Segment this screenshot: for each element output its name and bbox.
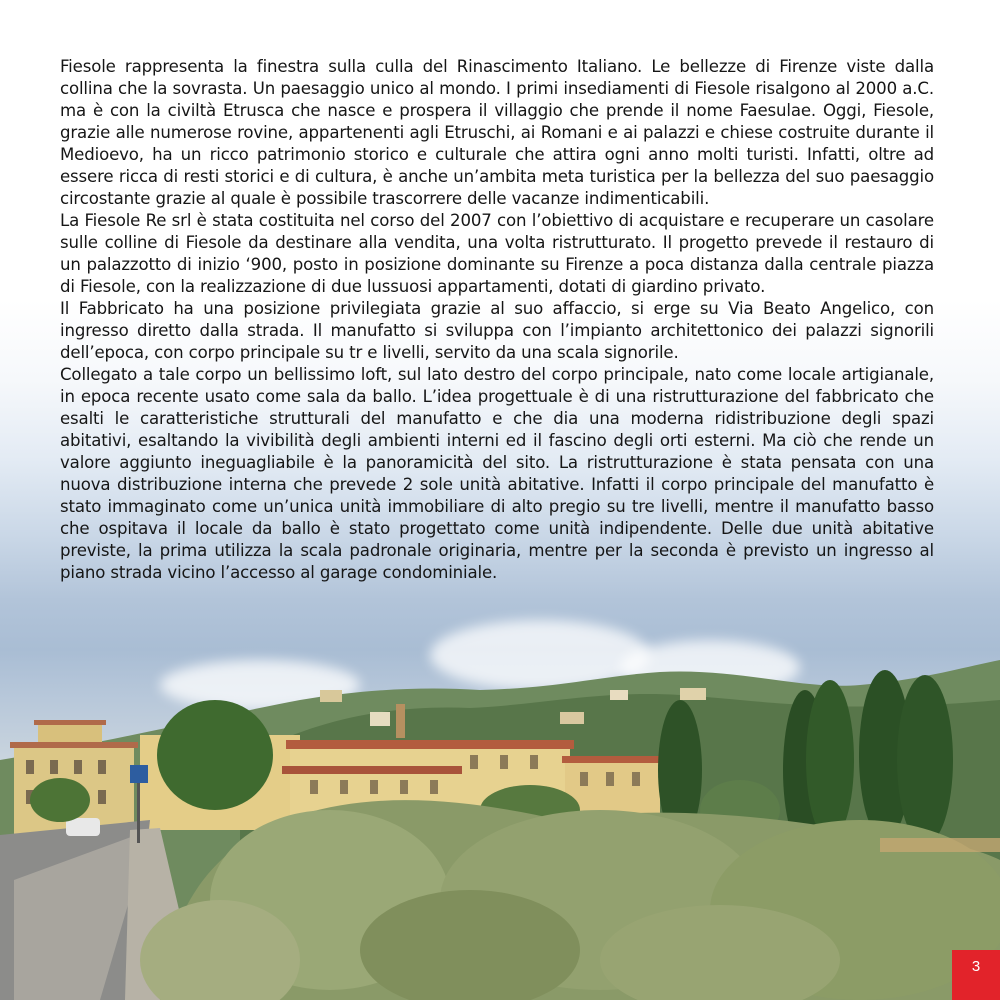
roof (562, 756, 662, 763)
villa (320, 690, 342, 702)
dry-grass (880, 838, 1000, 852)
paragraph-company: La Fiesole Re srl è stata costituita nel corso del 2007 con l’obiettivo di acquistare e recuperare un casolare sulle colline di Fiesole da destinare alla vendita, una volta ristrutturato. Il progetto prevede il restauro di un palazzotto di inizio ‘900, posto in posizione dominante su Firenze a poca distanza dalla centrale piazza di Fiesole, con la realizzazione di due lussuosi appartamenti, dotati di giardino privato. (60, 211, 934, 296)
villa (560, 712, 584, 724)
cypress-tree (897, 675, 953, 845)
roof (10, 742, 138, 748)
body-text (60, 56, 934, 584)
villa (370, 712, 390, 726)
car (66, 818, 100, 836)
paragraph-project: Collegato a tale corpo un bellissimo loft, sul lato destro del corpo principale, nato come locale artigianale, in epoca recente usato come sala da ballo. L’idea progettuale è di una ristrutturazione del fabbricato che esalti le caratteristiche strutturali del manufatto e che dia una moderna ridistribuzione degli spazi abitativi, esaltando la vivibilità degli ambienti interni ed il fascino degli orti esterni. Ma ciò che rende un valore aggiunto ineguagliabile è la panoramicità del sito. La ristrutturazione è stata pensata con una nuova distribuzione interna che prevede 2 sole unità abitative. Infatti il corpo principale del manufatto è stato immaginato come un’unica unità immobiliare di alto pregio su tre livelli, mentre il manufatto basso che ospitava il locale da ballo è stato progettato come unità indipendente. Delle due unità abitative previste, la prima utilizza la scala padronale originaria, mentre per la seconda è previsto un ingresso al piano strada vicino l’accesso al garage condominiale. (60, 365, 934, 582)
sign-pole (137, 783, 140, 843)
paragraph-intro: Fiesole rappresenta la finestra sulla culla del Rinascimento Italiano. Le bellezze di Firenze viste dalla collina che la sovrasta. Un paesaggio unico al mondo. I primi insediamenti di Fiesole risalgono al 2000 a.C. ma è con la civiltà Etrusca che nasce e prospera il villaggio che prende il nome Faesulae. Oggi, Fiesole, grazie alle numerose rovine, appartenenti agli Etruschi, ai Romani e ai palazzi e chiese costruite durante il Medioevo, ha un ricco patrimonio storico e culturale che attira ogni anno molti turisti. Infatti, oltre ad essere ricca di resti storici e di cultura, è anche un’ambita meta turistica per la bellezza del suo paesaggio circostante grazie al quale è possibile trascorrere delle vacanze indimenticabili. (60, 57, 934, 208)
tree (157, 700, 273, 810)
tree (30, 778, 90, 822)
page-number: 3 (952, 950, 1000, 1000)
roof (282, 766, 462, 774)
roof (34, 720, 106, 725)
paragraph-building: Il Fabbricato ha una posizione privilegiata grazie al suo affaccio, si erge su Via Beato Angelico, con ingresso diretto dalla strada. Il manufatto si sviluppa con l’impianto architettonico dei palazzi signorili dell’epoca, con corpo principale su tr e livelli, servito da una scala signorile. (60, 299, 934, 362)
cypress-tree (806, 680, 854, 840)
villa (680, 688, 706, 700)
roof (286, 740, 574, 749)
villa (610, 690, 628, 700)
bell-tower (396, 704, 405, 738)
road-sign (130, 765, 148, 783)
